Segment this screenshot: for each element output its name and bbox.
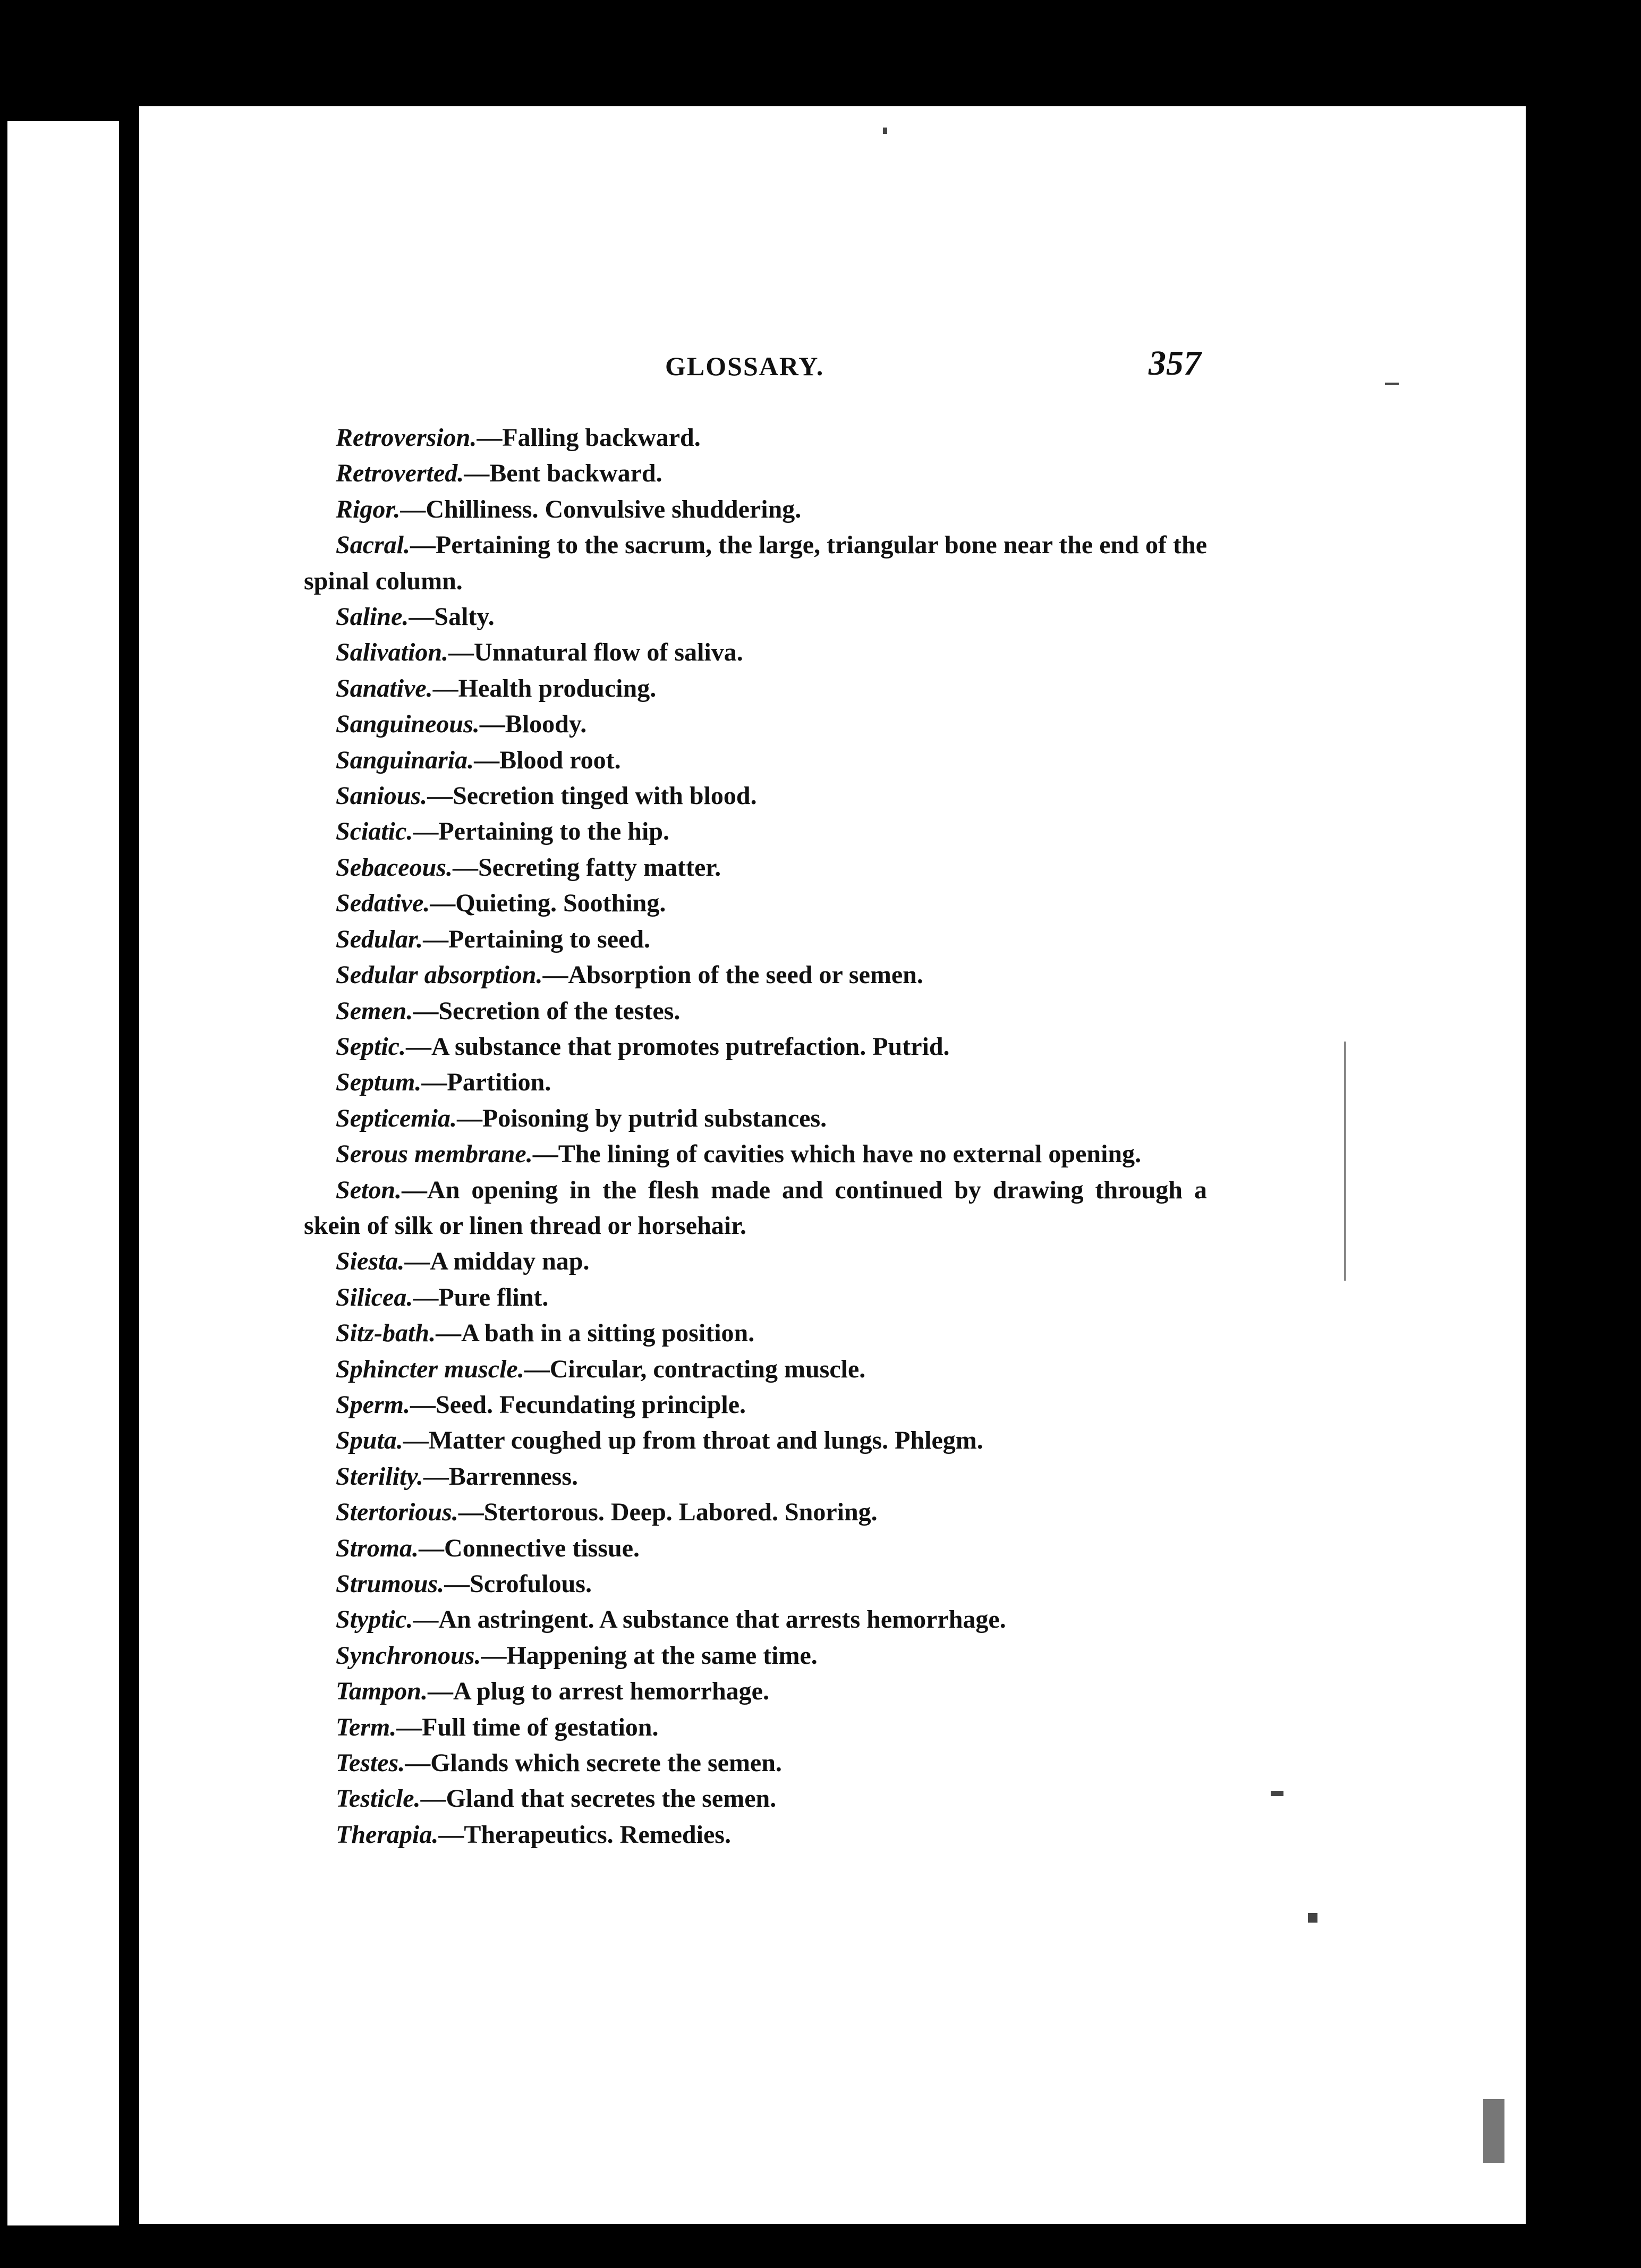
glossary-term: Strumous. xyxy=(336,1570,445,1598)
glossary-term: Sciatic. xyxy=(336,817,413,846)
glossary-entry xyxy=(304,420,1207,455)
glossary-entry xyxy=(304,492,1207,527)
glossary-entry xyxy=(304,1638,1207,1673)
glossary-term: Sanative. xyxy=(336,674,433,703)
glossary-definition: —A plug to arrest hemorrhage. xyxy=(427,1677,769,1706)
glossary-term: Sacral. xyxy=(336,531,411,560)
glossary-entry xyxy=(304,1101,1207,1136)
glossary-definition: —Quieting. Soothing. xyxy=(430,889,666,918)
glossary-entry xyxy=(304,1423,1207,1458)
glossary-definition: —Bent backward. xyxy=(464,459,662,488)
glossary-definition: —Full time of gestation. xyxy=(396,1713,659,1741)
glossary-term: Sperm. xyxy=(336,1390,411,1419)
glossary-definition: —A substance that promotes putrefaction. Putrid. xyxy=(405,1032,950,1061)
glossary-definition: —An astringent. A substance that arrests hemorrhage. xyxy=(413,1605,1006,1634)
glossary-term: Siesta. xyxy=(336,1247,405,1276)
glossary-entry xyxy=(304,850,1207,885)
glossary-definition: —Stertorous. Deep. Labored. Snoring. xyxy=(458,1498,878,1527)
glossary-term: Styptic. xyxy=(336,1605,413,1634)
glossary-entry xyxy=(304,993,1207,1029)
glossary-definition: —Health producing. xyxy=(432,674,657,703)
glossary-entry xyxy=(304,1351,1207,1387)
glossary-term: Silicea. xyxy=(336,1283,413,1311)
glossary-definition: —Secretion tinged with blood. xyxy=(427,782,757,810)
glossary-entry xyxy=(304,1494,1207,1530)
glossary-entry xyxy=(304,1315,1207,1351)
glossary-term: Septicemia. xyxy=(336,1104,457,1132)
glossary-term: Synchronous. xyxy=(336,1641,481,1670)
glossary-term: Seton. xyxy=(336,1175,402,1204)
page-number: 357 xyxy=(1149,344,1201,383)
adjacent-page-edge xyxy=(7,121,119,2225)
glossary-entry xyxy=(304,1029,1207,1064)
glossary-entry xyxy=(304,885,1207,921)
scan-speck xyxy=(1385,383,1399,385)
glossary-entry xyxy=(304,1136,1207,1172)
glossary-definition: —Happening at the same time. xyxy=(481,1641,818,1670)
glossary-term: Sterility. xyxy=(336,1462,423,1491)
glossary-term: Therapia. xyxy=(336,1820,439,1849)
glossary-entry xyxy=(304,634,1207,670)
glossary-term: Rigor. xyxy=(336,495,401,523)
glossary-definition: —Matter coughed up from throat and lungs. Phlegm. xyxy=(403,1426,983,1455)
glossary-entry xyxy=(304,814,1207,849)
glossary-definition: —A midday nap. xyxy=(404,1247,590,1276)
glossary-entry xyxy=(304,671,1207,706)
running-title: GLOSSARY. xyxy=(665,351,824,381)
glossary-term: Sputa. xyxy=(336,1426,403,1455)
page-header xyxy=(139,344,1526,399)
glossary-definition: —Connective tissue. xyxy=(419,1534,640,1562)
glossary-definition: —Falling backward. xyxy=(477,424,701,452)
glossary-term: Sitz-bath. xyxy=(336,1319,436,1348)
glossary-definition: —Salty. xyxy=(409,603,495,631)
glossary-term: Retroverted. xyxy=(336,459,464,488)
glossary-entry xyxy=(304,1710,1207,1745)
scan-speck xyxy=(883,128,887,134)
glossary-definition: —Bloody. xyxy=(479,710,587,739)
glossary-entry xyxy=(304,957,1207,993)
glossary-definition: —Partition. xyxy=(421,1068,551,1097)
glossary-term: Sebaceous. xyxy=(336,853,453,882)
glossary-definition: —Absorption of the seed or semen. xyxy=(542,961,923,989)
glossary-term: Sanguineous. xyxy=(336,710,480,739)
glossary-term: Tampon. xyxy=(336,1677,428,1706)
glossary-entry xyxy=(304,921,1207,957)
glossary-definition: —Circular, contracting muscle. xyxy=(524,1355,866,1383)
glossary-definition: —Chilliness. Convulsive shuddering. xyxy=(400,495,802,523)
glossary-definition: —Pure flint. xyxy=(413,1283,549,1311)
glossary-entry xyxy=(304,1172,1207,1244)
glossary-entry xyxy=(304,1745,1207,1781)
glossary-definition: —Poisoning by putrid substances. xyxy=(456,1104,827,1132)
glossary-term: Septic. xyxy=(336,1032,406,1061)
glossary-term: Term. xyxy=(336,1713,397,1741)
glossary-entry xyxy=(304,599,1207,634)
glossary-entry xyxy=(304,455,1207,491)
glossary-definition: —Secretion of the testes. xyxy=(413,996,681,1025)
book-page xyxy=(139,106,1526,2224)
glossary-term: Sedular. xyxy=(336,925,423,953)
glossary-term: Salivation. xyxy=(336,638,449,667)
glossary-term: Septum. xyxy=(336,1068,422,1097)
glossary-term: Stroma. xyxy=(336,1534,419,1562)
glossary-term: Stertorious. xyxy=(336,1498,458,1527)
glossary-definition: —The lining of cavities which have no external opening. xyxy=(532,1140,1142,1169)
glossary-definition: —Pertaining to the sacrum, the large, triangular bone near the end of the spinal column. xyxy=(304,531,1207,595)
glossary-definition: —Scrofulous. xyxy=(444,1570,592,1598)
glossary-term: Semen. xyxy=(336,996,413,1025)
glossary-entry xyxy=(304,1602,1207,1637)
scan-speck xyxy=(1483,2099,1504,2163)
glossary-definition: —Blood root. xyxy=(474,746,621,774)
glossary-entry xyxy=(304,1387,1207,1423)
glossary-definition: —Glands which secrete the semen. xyxy=(405,1749,782,1778)
glossary-term: Sedative. xyxy=(336,889,430,918)
glossary-definition: —Pertaining to the hip. xyxy=(413,817,669,846)
glossary-definition: —An opening in the flesh made and continued by drawing through a skein of silk or linen thread or horsehair. xyxy=(304,1175,1207,1240)
glossary-definition: —Secreting fatty matter. xyxy=(452,853,721,882)
glossary-term: Saline. xyxy=(336,603,409,631)
scan-speck xyxy=(1344,1042,1346,1281)
glossary-entry xyxy=(304,1673,1207,1709)
glossary-entry xyxy=(304,527,1207,599)
glossary-definition: —Therapeutics. Remedies. xyxy=(438,1820,731,1849)
glossary-term: Retroversion. xyxy=(336,424,477,452)
glossary-entry xyxy=(304,1243,1207,1279)
glossary-definition: —Pertaining to seed. xyxy=(423,925,651,953)
glossary-entry xyxy=(304,1817,1207,1852)
scan-speck xyxy=(1308,1913,1317,1923)
glossary-definition: —A bath in a sitting position. xyxy=(436,1319,755,1348)
glossary-entry xyxy=(304,1781,1207,1816)
glossary-entry xyxy=(304,778,1207,814)
glossary-term: Sanguinaria. xyxy=(336,746,474,774)
glossary-definition: —Barrenness. xyxy=(423,1462,579,1491)
glossary-entry xyxy=(304,1566,1207,1602)
glossary-term: Sedular absorption. xyxy=(336,961,543,989)
glossary-entry xyxy=(304,1530,1207,1566)
glossary-definition: —Seed. Fecundating principle. xyxy=(410,1390,746,1419)
scan-speck xyxy=(1271,1791,1283,1796)
glossary-term: Sanious. xyxy=(336,782,428,810)
glossary-entries xyxy=(304,420,1207,1852)
glossary-term: Testicle. xyxy=(336,1784,421,1813)
glossary-entry xyxy=(304,1280,1207,1315)
glossary-definition: —Gland that secretes the semen. xyxy=(420,1784,777,1813)
glossary-term: Testes. xyxy=(336,1749,405,1778)
glossary-term: Sphincter muscle. xyxy=(336,1355,524,1383)
glossary-term: Serous membrane. xyxy=(336,1140,533,1169)
glossary-entry xyxy=(304,1064,1207,1100)
glossary-entry xyxy=(304,742,1207,778)
glossary-entry xyxy=(304,706,1207,742)
glossary-entry xyxy=(304,1459,1207,1494)
glossary-definition: —Unnatural flow of saliva. xyxy=(448,638,743,667)
